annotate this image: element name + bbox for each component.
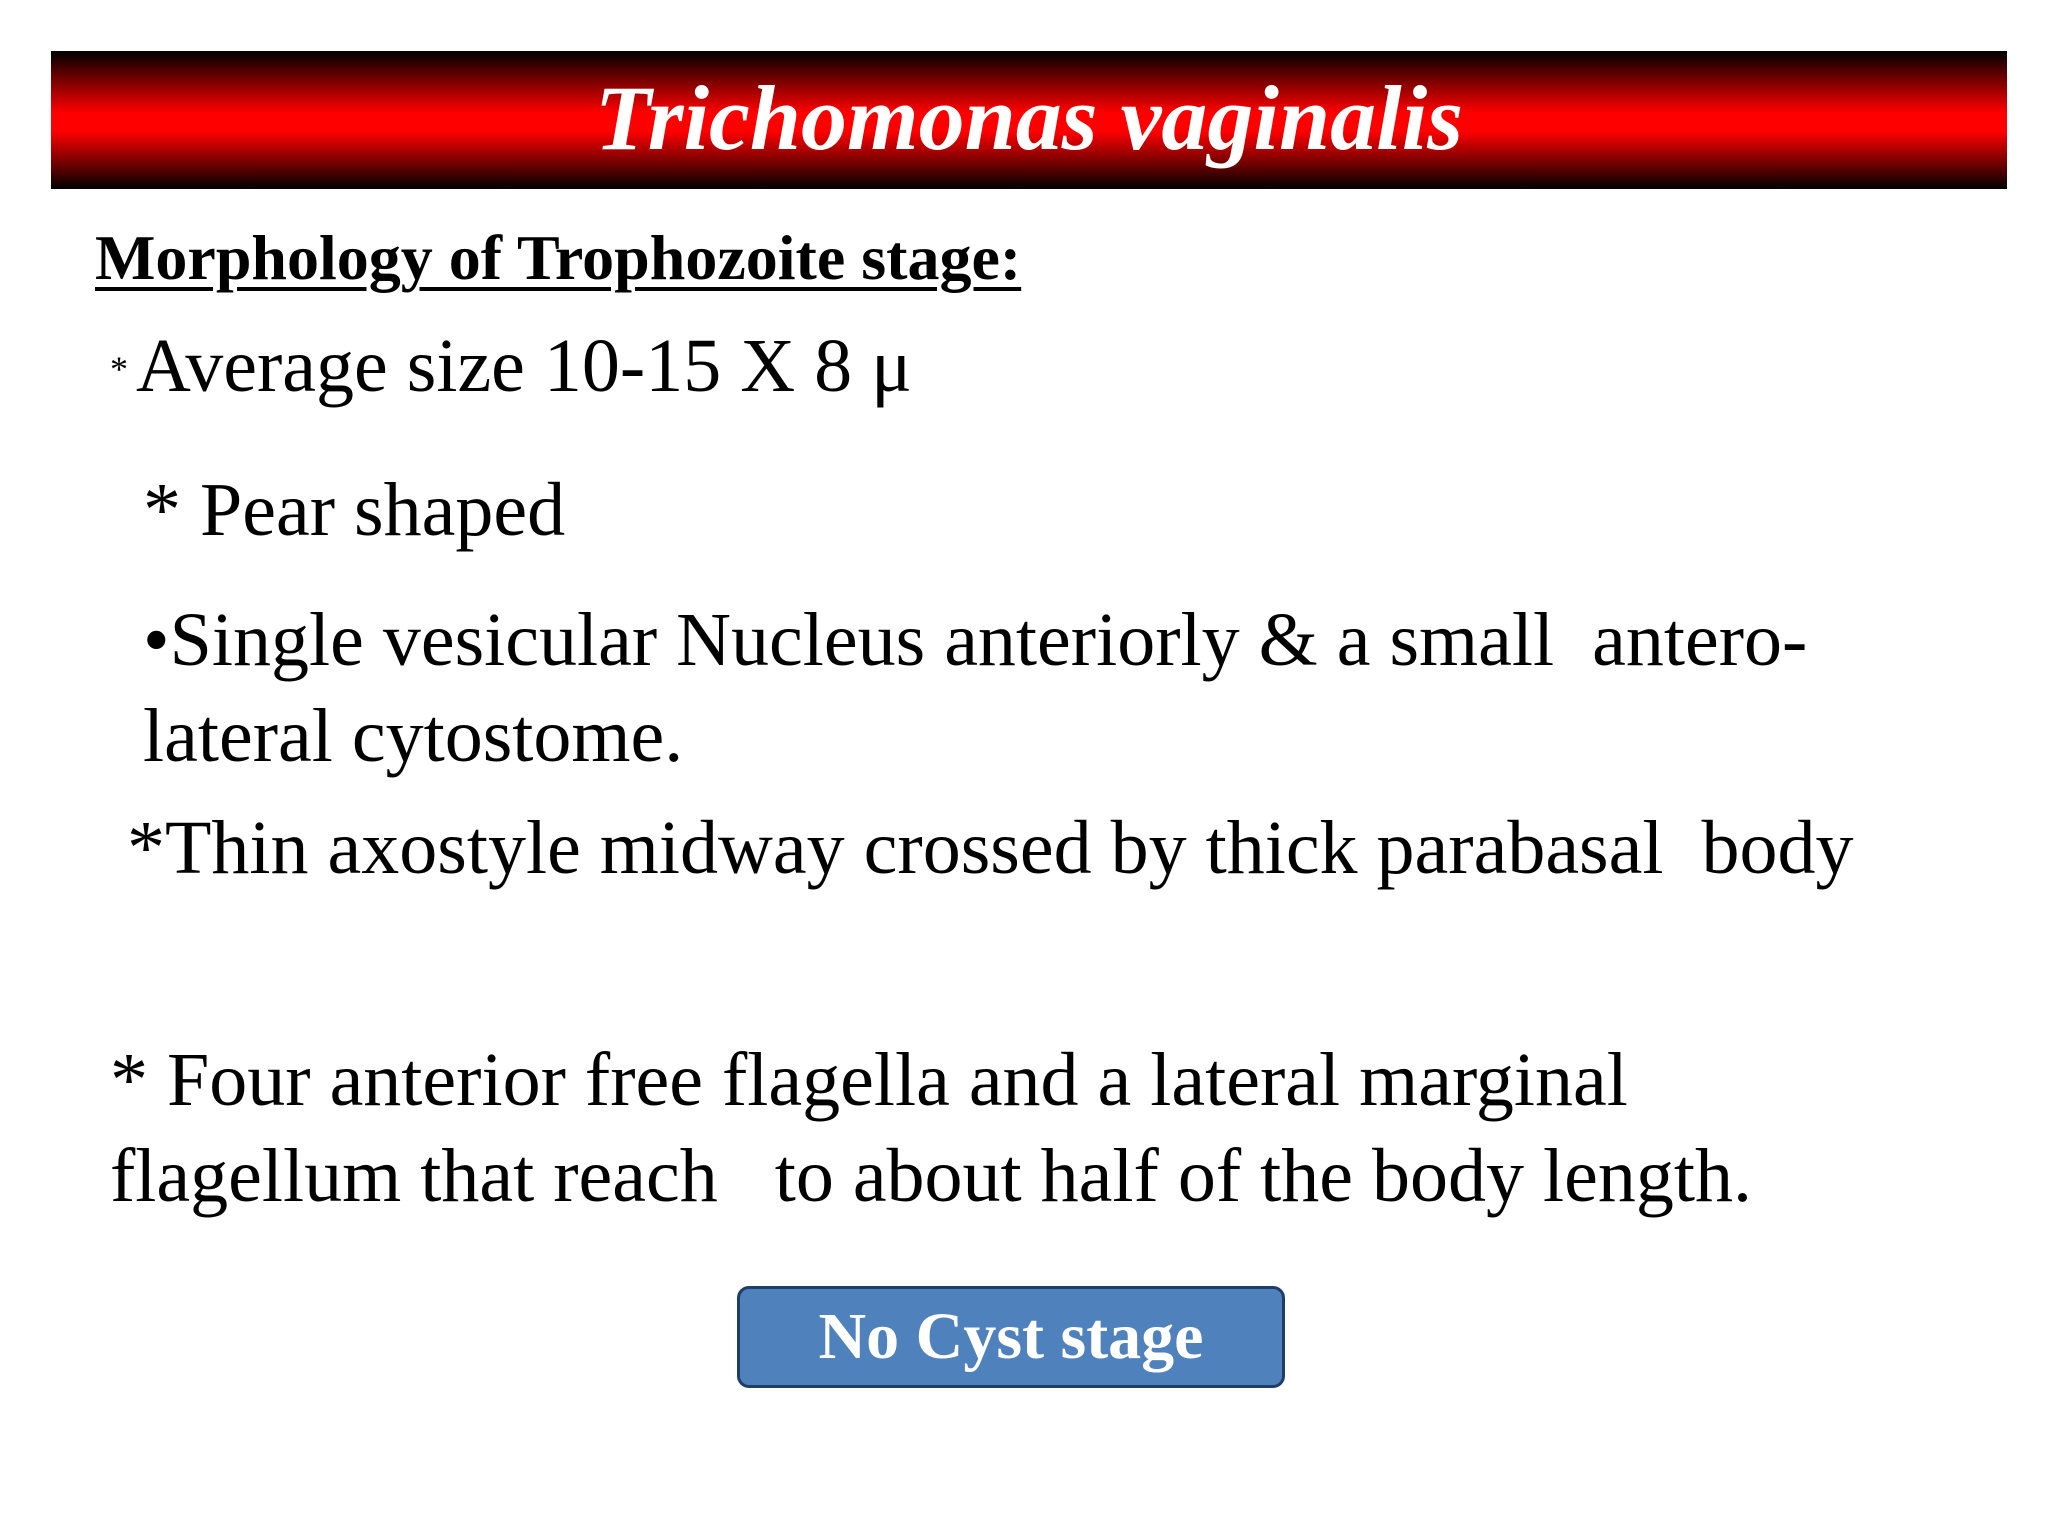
bullet-axostyle: *Thin axostyle midway crossed by thick parabasal body (127, 806, 1854, 890)
bullet-nucleus (143, 592, 1943, 784)
bullet-shape: * Pear shaped (143, 468, 566, 552)
bullet-flagella-line1: * Four anterior free flagella and a lateral marginal (110, 1038, 1628, 1122)
bullet-flagella (110, 1032, 1910, 1224)
bullet-size (110, 324, 912, 408)
bullet-size-text: Average size 10-15 X 8 μ (136, 324, 912, 408)
bullet-nucleus-line1: •Single vesicular Nucleus anteriorly & a small antero- (143, 598, 1808, 682)
bullet-nucleus-line2: lateral cytostome. (143, 694, 684, 778)
callout-text: No Cyst stage (818, 1300, 1204, 1373)
title-bar (51, 51, 2007, 189)
no-cyst-callout (737, 1286, 1285, 1388)
section-heading: Morphology of Trophozoite stage: (95, 222, 1022, 293)
bullet-marker: * (110, 349, 128, 389)
bullet-flagella-line2: flagellum that reach to about half of the body length. (110, 1134, 1752, 1218)
slide-title: Trichomonas vaginalis (594, 67, 1464, 169)
